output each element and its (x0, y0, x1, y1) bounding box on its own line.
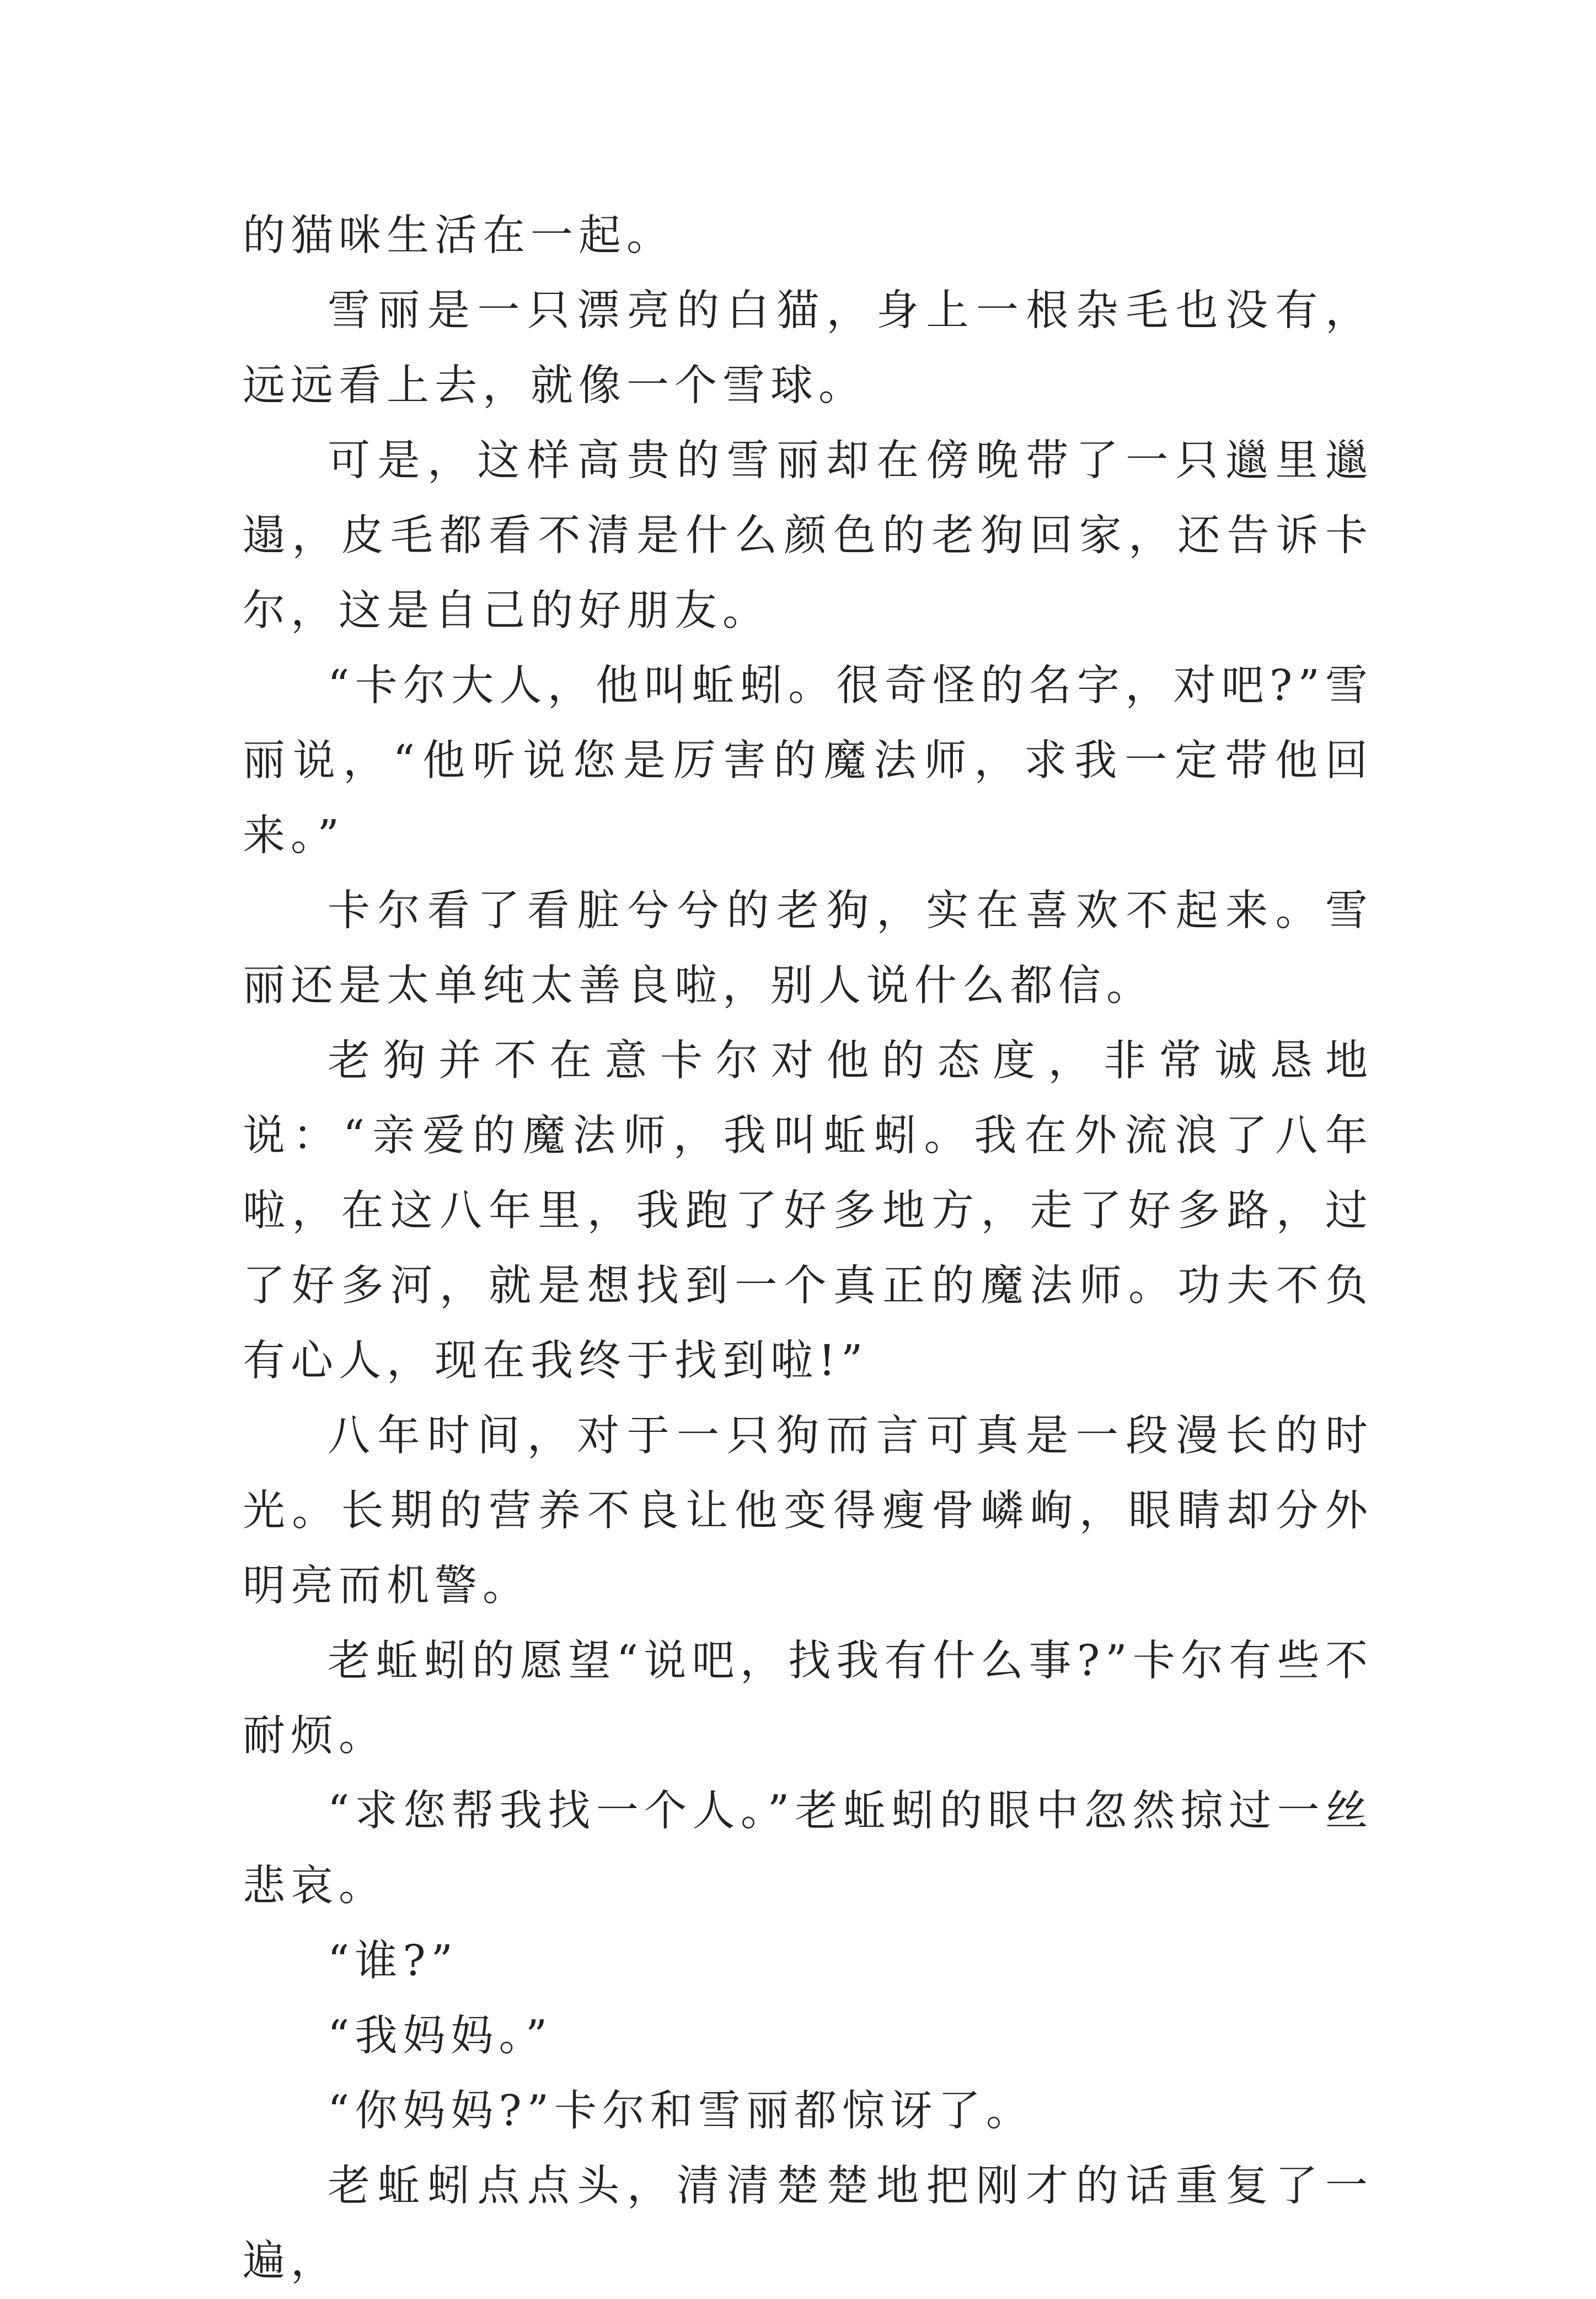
body-text (243, 199, 1373, 2299)
paragraph: “我妈妈。” (328, 2012, 553, 2061)
paragraph: 雪丽是一只漂亮的白猫，身上一根杂毛也没有，远远看上去，就像一个雪球。 (243, 286, 1373, 410)
paragraph: 八年时间，对于一只狗而言可真是一段漫长的时光。长期的营养不良让他变得瘦骨嶙峋，眼睛却分外明亮而机警。 (243, 1412, 1373, 1611)
paragraph: 的猫咪生活在一起。 (243, 211, 674, 260)
paragraph: “你妈妈?”卡尔和雪丽都惊讶了。 (328, 2087, 1035, 2136)
paragraph: 老蚯蚓的愿望“说吧，找我有什么事?”卡尔有些不耐烦。 (243, 1637, 1373, 1761)
paragraph: 老狗并不在意卡尔对他的态度，非常诚恳地说：“亲爱的魔法师，我叫蚯蚓。我在外流浪了八年啦，在这八年里，我跑了好多地方，走了好多路，过了好多河，就是想找到一个真正的魔法师。功夫不负有心人，现在我终于找到啦!” (243, 1036, 1373, 1386)
paragraph: 可是，这样高贵的雪丽却在傍晚带了一只邋里邋遢，皮毛都看不清是什么颜色的老狗回家，还告诉卡尔，这是自己的好朋友。 (243, 436, 1373, 635)
paragraph: “卡尔大人，他叫蚯蚓。很奇怪的名字，对吧?”雪丽说，“他听说您是厉害的魔法师，求我一定带他回来。” (243, 661, 1373, 860)
paragraph: “求您帮我找一个人。”老蚯蚓的眼中忽然掠过一丝悲哀。 (243, 1787, 1373, 1911)
paragraph: 卡尔看了看脏兮兮的老狗，实在喜欢不起来。雪丽还是太单纯太善良啦，别人说什么都信。 (243, 886, 1373, 1011)
paragraph: “谁?” (328, 1937, 459, 1986)
paragraph: 老蚯蚓点点头，清清楚楚地把刚才的话重复了一遍， (243, 2162, 1373, 2286)
